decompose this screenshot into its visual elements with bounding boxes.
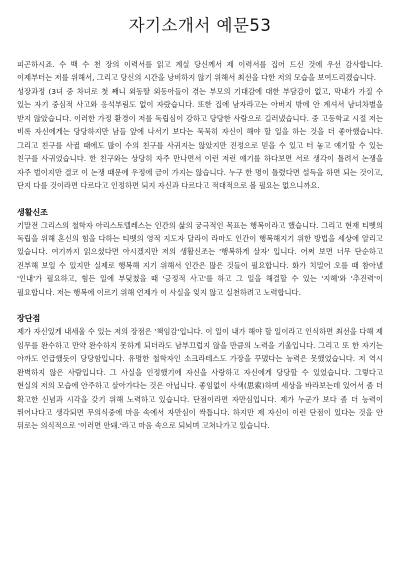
- section-paragraph-strengths-weaknesses: 제가 자신있게 내세울 수 있는 저의 장점은 '책임감'입니다. 이 일이 내가 해야 할 일이라고 인식하면 최선을 다해 제 임무를 완수하고 만약 완수하지 못하게 되더라도 남부끄럽지 않을 만큼의 노력을 기울입니다. 그리고 또 한 자기는 아까도 언급했듯이 당당함입니다. 유명한 철학자인 소크라테스도 가장을 꾸몄다는 능력은 못했었습니다. 저 역시 완벽하지 않은 사람입니다. 그 사실을 인정했기에 자신을 사랑하고 자신에게 당당할 수 있었습니다. 그렇다고 현실의 저의 모습에 안주하고 살아가다는 것은 아닙니다. 좋임없이 사색(思索)하며 세상을 바라보는데 있어서 좀 더 확고한 신념과 시각을 갖기 위해 노력하고 있습니다. 단점이라면 자만심입니다. 제가 누군가 보다 좀 더 능력이 뛰어나다고 생각되면 무의식중에 마음 속에서 자만심이 싹틉니다. 하지만 제 자신이 이런 단점이 있다는 것을 안 뒤로는 의식적으로 '이러면 안돼.'라고 마음 속으로 되뇌며 고쳐나가고 있습니다.: [17, 327, 383, 431]
- document-title: 자기소개서 예문53: [128, 16, 272, 35]
- intro-paragraph-1: 피곤하시죠. 수 백 수 천 장의 이력서를 읽고 계실 당신께서 제 이력서를 집어 드신 것에 우선 감사합니다. 이제부터는 저를 위해서, 그리고 당신의 시간을 낭비하지 않기 위해서 최선을 다한 저의 모습을 보여드리겠습니다.: [17, 60, 383, 83]
- section-heading-life-motto: 생활신조: [17, 207, 48, 217]
- spacer: [17, 193, 383, 206]
- spacer: [17, 299, 383, 312]
- intro-paragraph-2: 성장과정 (3녀 중 차녀로 첫 째니 외동딸 외동아들이 겪는 부모의 기대감에 대한 부담감이 없고, 막내가 가질 수 있는 자기 중심적 사고와 응석부림도 없이 자랐습니다. 또한 집에 남자라고는 아버지 밖에 안 계셔서 남녀차별을 받지 않았습니다. 이러한 가정 환경이 저를 독립심이 강하고 당당한 사람으로 길러냈습니다. 중 고등학교 시절 저는 비록 자신에게는 당당하지만 남들 앞에 나서기 보다는 묵묵히 자신이 해야 할 일을 하는 것을 더 좋아했습니다. 그리고 친구를 사귈 때에도 많이 수의 친구를 사귀지는 않았지만 진정으로 믿을 수 있고 터 놓고 얘기할 수 있는 친구를 사귀었습니다. 한 친구와는 상당히 자주 만나면서 이런 저런 얘기를 하다보면 서로 생각이 틀려서 논쟁을 자주 벌이지만 결코 이 논쟁 때문에 우정에 금이 가지는 않습니다. 누구 한 명이 틀렸다면 설득을 하면 되는 것이고, 단지 다를 것이라면 다르다고 인정하면 되지 자신과 다르다고 적대적으로 볼 필요는 없으니까요.: [17, 86, 383, 191]
- section-paragraph-life-motto: 기말전 그리스의 철학자 아리스토텔레스는 인간의 삶의 궁극적인 목표는 행복이라고 했습니다. 그리고 현재 티벳의 독립을 위해 혼신의 힘을 다하는 티벳의 영적 지도자 달라이 라마도 인간이 행복해지기 위한 방법을 세상에 알리고 있습니다. 여기까지 읽으셨다면 아시겠지만 저의 생활신조는 '행복하게 살자' 입니다. 어쩌 보면 너무 단순하고 진부해 보일 수 있지만 실제로 행복해 지기 위해서 인간은 많은 것들이 필요합니다. 화가 치밀어 오를 때 참아낼 '인내'가 필요하고, 힘든 일에 부딪쳤을 때 '긍정적 사고'를 하고 그 일을 해결할 수 있는 '지혜'와 '추진력'이 필요합니다. 저는 행복에 이르기 위해 언제가 이 사실을 잊지 않고 실천하려고 노력합니다.: [17, 220, 383, 297]
- section-heading-strengths-weaknesses: 장단점: [17, 314, 41, 324]
